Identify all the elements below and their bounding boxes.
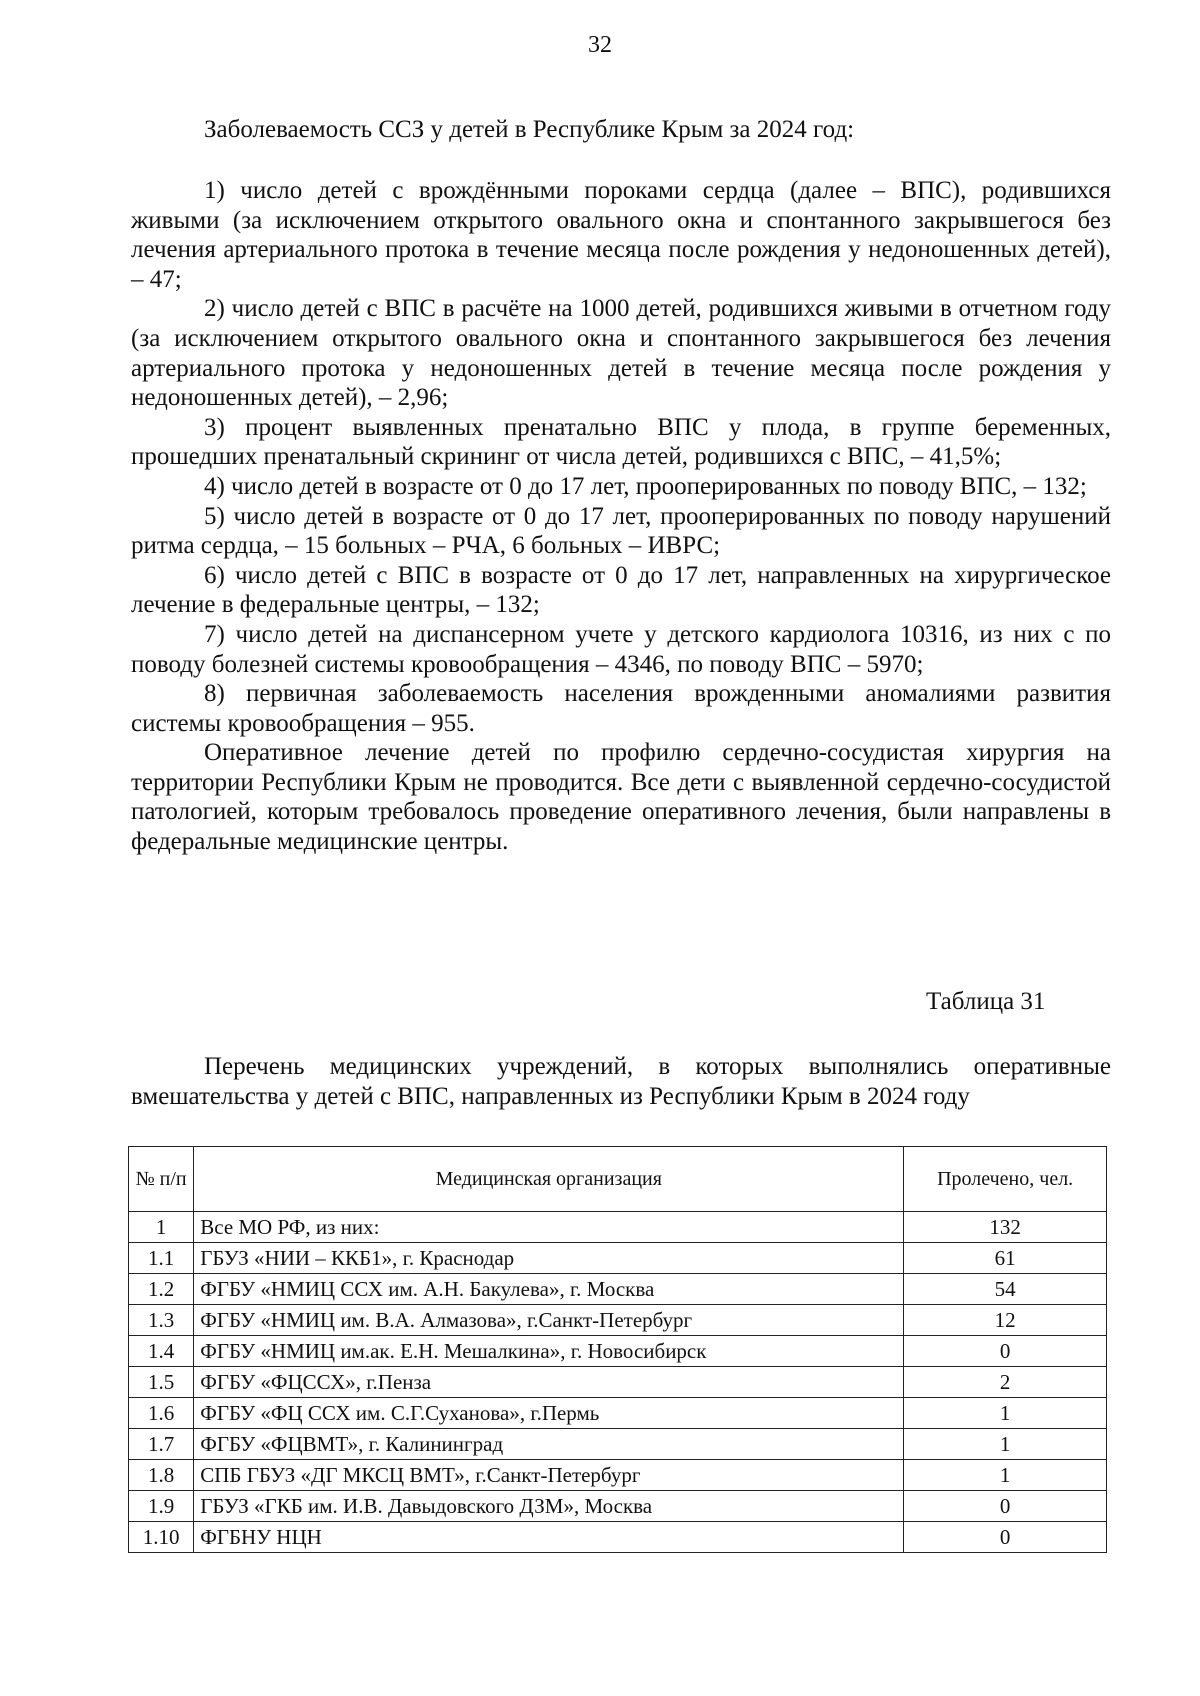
row-treated: 0 <box>904 1522 1107 1553</box>
table-header-row <box>129 1147 1107 1212</box>
row-treated: 1 <box>904 1398 1107 1429</box>
row-organization: ФГБУ «НМИЦ им.ак. Е.Н. Мешалкина», г. Новосибирск <box>194 1336 904 1367</box>
row-treated: 0 <box>904 1336 1107 1367</box>
row-num: 1.8 <box>129 1460 194 1491</box>
row-num: 1.7 <box>129 1429 194 1460</box>
row-treated: 12 <box>904 1305 1107 1336</box>
row-num: 1.5 <box>129 1367 194 1398</box>
section-heading: Заболеваемость ССЗ у детей в Республике Крым за 2024 год: <box>204 116 855 143</box>
row-num: 1.3 <box>129 1305 194 1336</box>
row-treated: 2 <box>904 1367 1107 1398</box>
header-num: № п/п <box>129 1147 194 1212</box>
table-row <box>129 1274 1107 1305</box>
paragraph-item-5: 5) число детей в возрасте от 0 до 17 лет, прооперированных по поводу нарушений ритма сердца, – 15 больных – РЧА, 6 больных – ИВРС; <box>131 502 1111 560</box>
table-row <box>129 1398 1107 1429</box>
header-organization: Медицинская организация <box>194 1147 904 1212</box>
row-num: 1.6 <box>129 1398 194 1429</box>
paragraph-surgical-treatment: Оперативное лечение детей по профилю сердечно-сосудистая хирургия на территории Республики Крым не проводится. Все дети с выявленной сердечно-сосудистой патологией, которым требовалось проведение оперативного лечения, были направлены в федеральные медицинские центры. <box>131 739 1111 856</box>
row-treated: 0 <box>904 1491 1107 1522</box>
medical-institutions-table <box>128 1146 1107 1553</box>
table-row <box>129 1336 1107 1367</box>
row-treated: 132 <box>904 1212 1107 1243</box>
row-num: 1.1 <box>129 1243 194 1274</box>
row-organization: ФГБУ «НМИЦ ССХ им. А.Н. Бакулева», г. Москва <box>194 1274 904 1305</box>
paragraph-item-4: 4) число детей в возрасте от 0 до 17 лет, прооперированных по поводу ВПС, – 132; <box>204 472 1087 500</box>
row-treated: 1 <box>904 1460 1107 1491</box>
body-text <box>131 176 1111 857</box>
header-treated: Пролечено, чел. <box>904 1147 1107 1212</box>
row-organization: СПБ ГБУЗ «ДГ МКСЦ ВМТ», г.Санкт-Петербург <box>194 1460 904 1491</box>
table-row <box>129 1243 1107 1274</box>
paragraph-item-6: 6) число детей с ВПС в возрасте от 0 до 17 лет, направленных на хирургическое лечение в федеральные центры, – 132; <box>131 561 1111 619</box>
row-num: 1.9 <box>129 1491 194 1522</box>
row-treated: 1 <box>904 1429 1107 1460</box>
table-caption: Таблица 31 <box>926 988 1046 1015</box>
row-organization: ГБУЗ «НИИ – ККБ1», г. Краснодар <box>194 1243 904 1274</box>
table-row <box>129 1460 1107 1491</box>
row-treated: 54 <box>904 1274 1107 1305</box>
paragraph-item-8: 8) первичная заболеваемость населения врожденными аномалиями развития системы кровообращения – 955. <box>131 680 1111 737</box>
paragraph-item-1: 1) число детей с врождёнными пороками сердца (далее – ВПС), родившихся живыми (за исключением открытого овального окна и спонтанного закрывшегося без лечения артериального протока в течение месяца после рождения у недоношенных детей), – 47; <box>131 177 1111 293</box>
row-organization: ФГБУ «ФЦССХ», г.Пенза <box>194 1367 904 1398</box>
table-row <box>129 1212 1107 1243</box>
table-row <box>129 1522 1107 1553</box>
row-organization: ФГБУ «ФЦ ССХ им. С.Г.Суханова», г.Пермь <box>194 1398 904 1429</box>
table-row <box>129 1367 1107 1398</box>
table-title <box>131 1052 1111 1112</box>
paragraph-item-2: 2) число детей с ВПС в расчёте на 1000 детей, родившихся живыми в отчетном году (за исключением открытого овального окна и спонтанного закрывшегося без лечения артериального протока у недоношенных детей в течение месяца после рождения у недоношенных детей), – 2,96; <box>131 295 1111 412</box>
row-organization: ФГБУ «НМИЦ им. В.А. Алмазова», г.Санкт-Петербург <box>194 1305 904 1336</box>
page-number: 32 <box>588 32 612 58</box>
table-row <box>129 1491 1107 1522</box>
row-treated: 61 <box>904 1243 1107 1274</box>
row-num: 1.2 <box>129 1274 194 1305</box>
row-organization: ФГБУ «ФЦВМТ», г. Калининград <box>194 1429 904 1460</box>
row-organization: Все МО РФ, из них: <box>194 1212 904 1243</box>
table-row <box>129 1305 1107 1336</box>
paragraph-item-7: 7) число детей на диспансерном учете у детского кардиолога 10316, из них с по поводу болезней системы кровообращения – 4346, по поводу ВПС – 5970; <box>131 620 1111 678</box>
row-num: 1.10 <box>129 1522 194 1553</box>
row-num: 1.4 <box>129 1336 194 1367</box>
row-organization: ГБУЗ «ГКБ им. И.В. Давыдовского ДЗМ», Москва <box>194 1491 904 1522</box>
table-title-text: Перечень медицинских учреждений, в которых выполнялись оперативные вмешательства у детей с ВПС, направленных из Республики Крым в 2024 году <box>131 1053 1111 1110</box>
table-row <box>129 1429 1107 1460</box>
paragraph-item-3: 3) процент выявленных пренатально ВПС у плода, в группе беременных, прошедших пренатальный скрининг от числа детей, родившихся с ВПС, – 41,5%; <box>131 413 1111 471</box>
row-organization: ФГБНУ НЦН <box>194 1522 904 1553</box>
row-num: 1 <box>129 1212 194 1243</box>
